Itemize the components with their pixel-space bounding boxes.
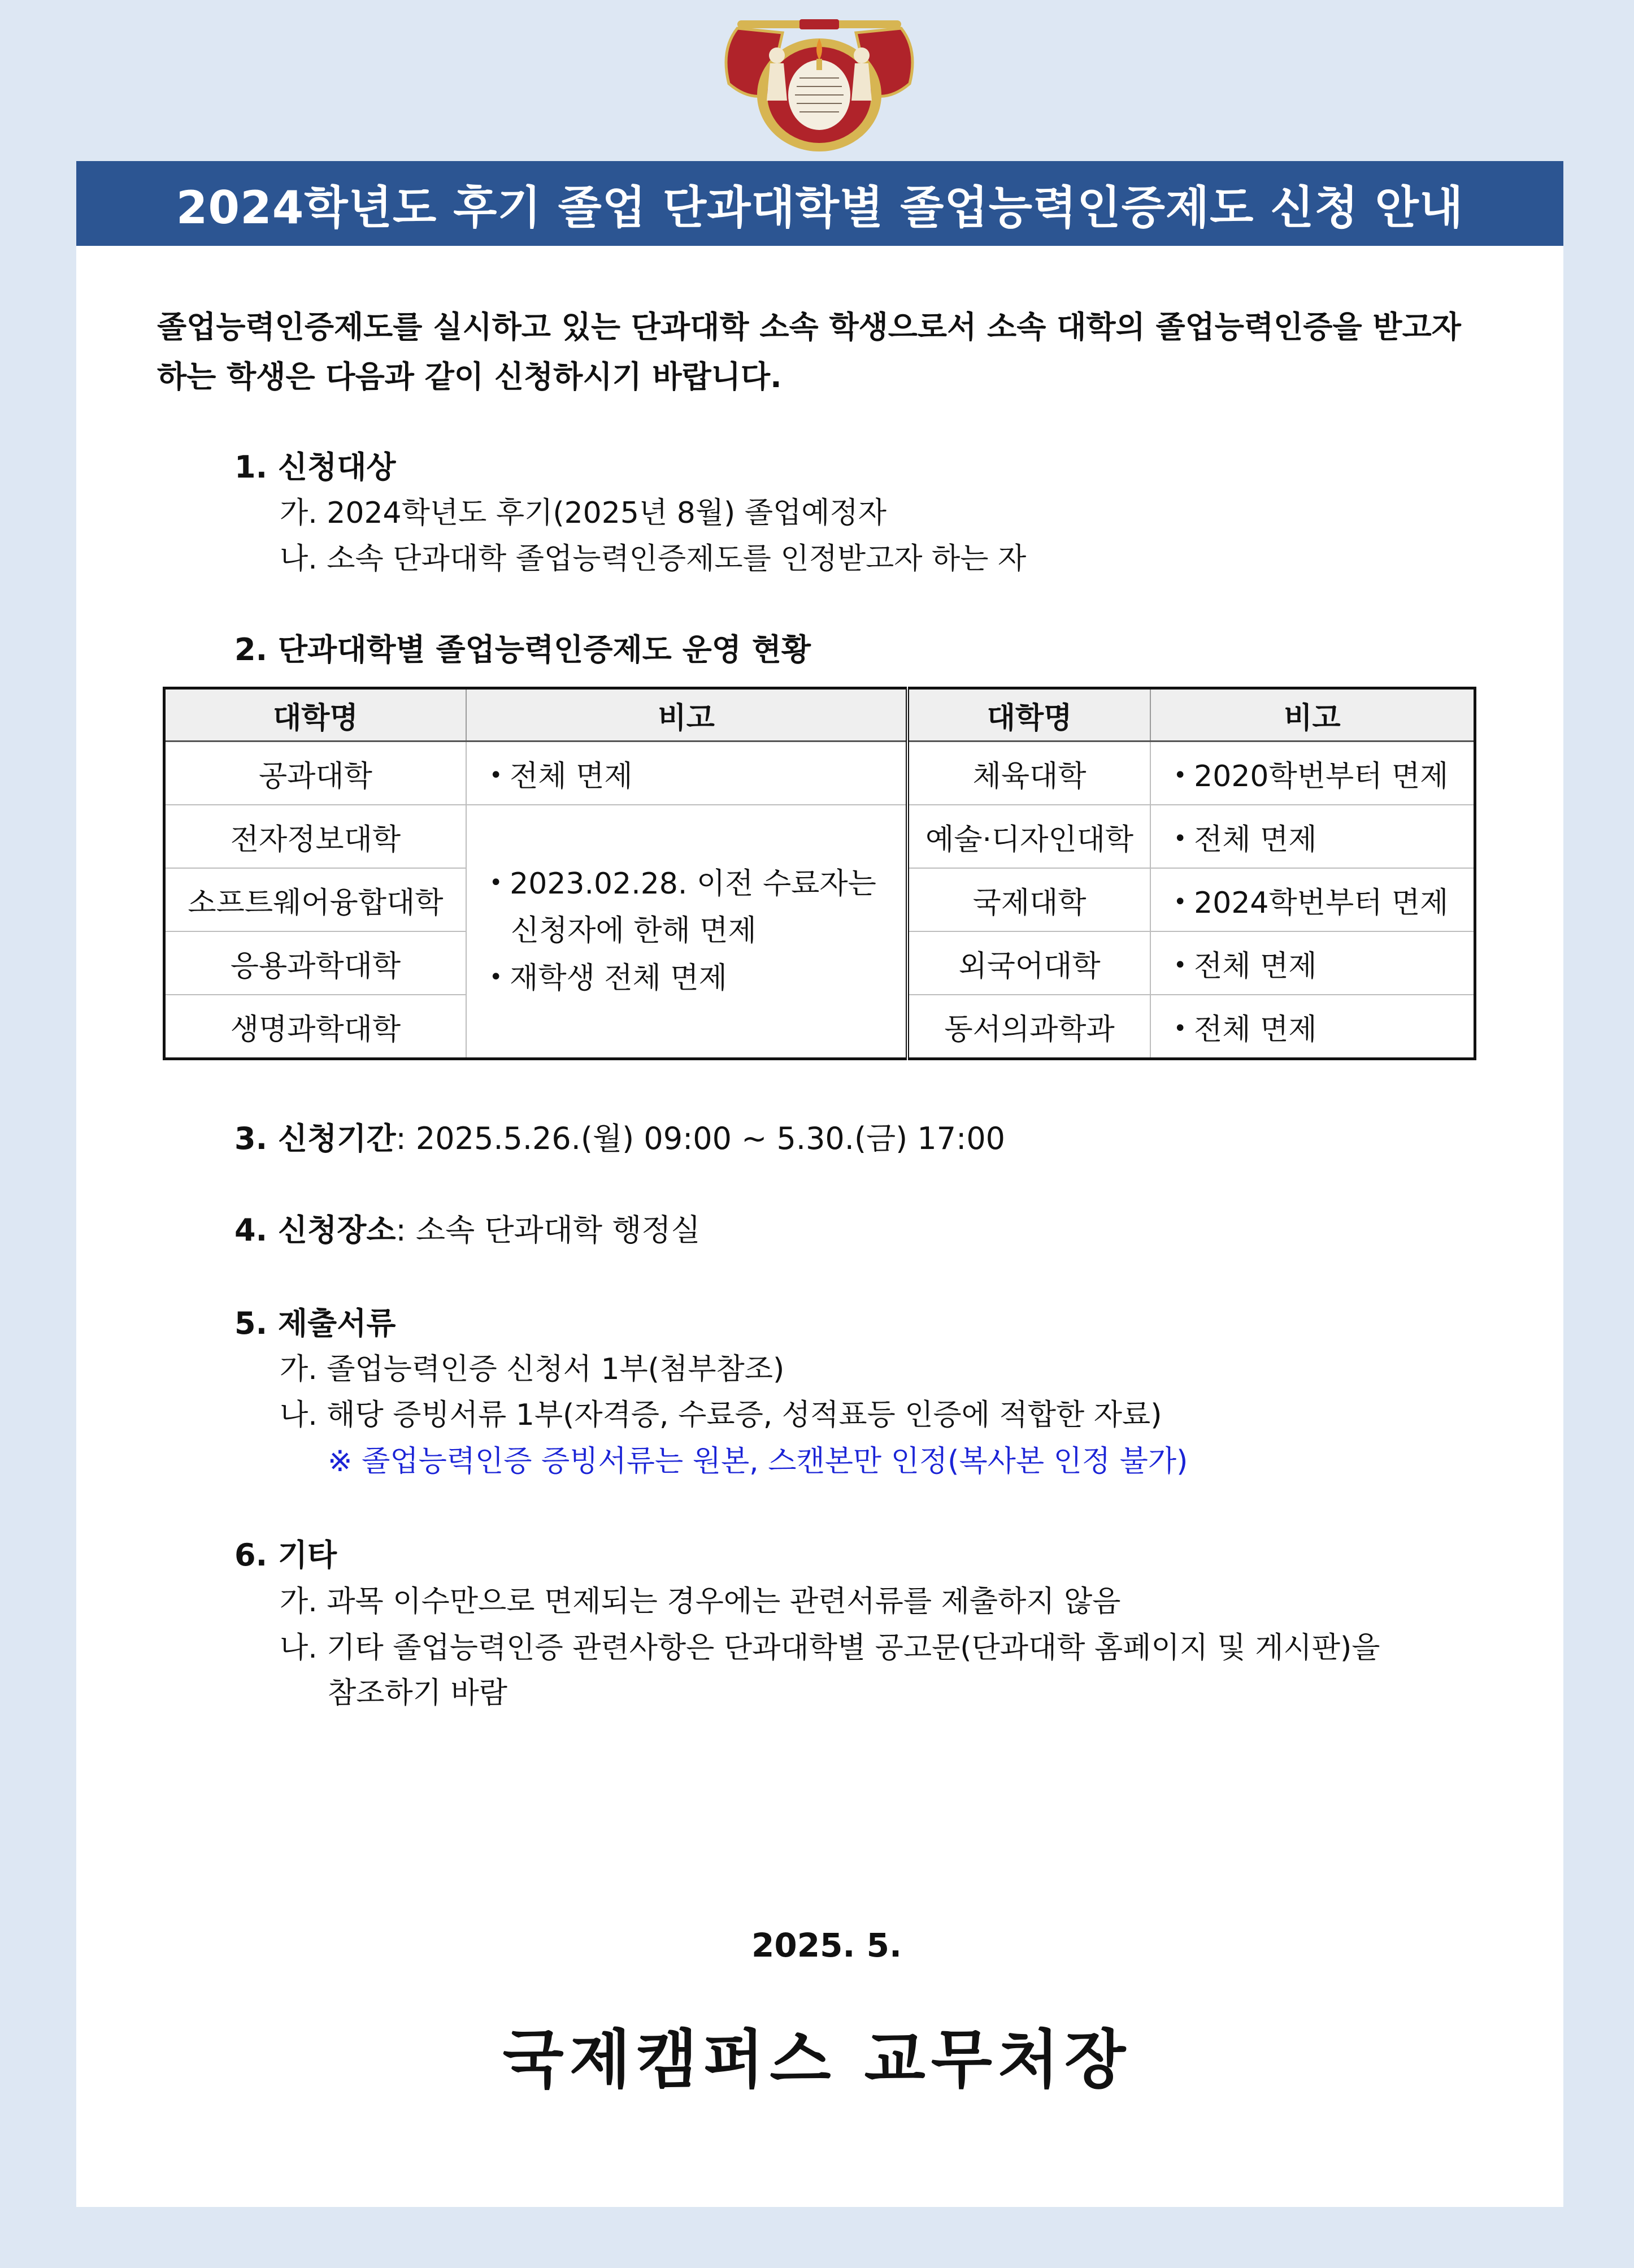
note-text: • 전체 면제: [1174, 1013, 1317, 1047]
college-name: 공과대학: [164, 741, 466, 805]
section-5-item-1: 가. 졸업능력인증 신청서 1부(첨부참조): [280, 1352, 785, 1386]
section-3: [234, 1121, 1006, 1156]
college-name: 생명과학대학: [164, 995, 466, 1059]
section-5-heading: 5. 제출서류: [234, 1306, 396, 1341]
college-name: 예술·디자인대학: [907, 805, 1150, 868]
section-1-item-2: 나. 소속 단과대학 졸업능력인증제도를 인정받고자 하는 자: [280, 542, 1027, 576]
college-name: 외국어대학: [907, 931, 1150, 995]
merged-note-line-1: • 2023.02.28. 이전 수료자는: [489, 867, 876, 901]
merged-note-line-2: 신청자에 한해 면제: [510, 914, 757, 948]
merged-note-cell: [466, 805, 907, 1059]
table-header-row: [164, 688, 1475, 741]
merged-note-line-3: • 재학생 전체 면제: [489, 961, 727, 995]
section-6-item-2: 나. 기타 졸업능력인증 관련사항은 단과대학별 공고문(단과대학 홈페이지 및 게시판)을: [280, 1631, 1380, 1665]
intro-line-2: 하는 학생은 다음과 같이 신청하시기 바랍니다.: [157, 359, 782, 394]
note-text: • 전체 면제: [1174, 823, 1317, 857]
college-name: 응용과학대학: [164, 931, 466, 995]
college-name: 동서의과학과: [907, 995, 1150, 1059]
note-text: • 전체 면제: [1174, 949, 1317, 983]
note-text: • 2020학번부터 면제: [1174, 760, 1449, 793]
table-row: [164, 805, 1475, 868]
section-5-note: ※ 졸업능력인증 증빙서류는 원본, 스캔본만 인정(복사본 인정 불가): [328, 1445, 1188, 1478]
section-4-heading: 4. 신청장소: [234, 1212, 396, 1248]
college-status-table: [163, 687, 1476, 1060]
section-6-item-1: 가. 과목 이수만으로 면제되는 경우에는 관련서류를 제출하지 않음: [280, 1585, 1121, 1619]
section-2-heading: 2. 단과대학별 졸업능력인증제도 운영 현황: [234, 632, 811, 667]
section-3-value: : 2025.5.26.(월) 09:00 ~ 5.30.(금) 17:00: [396, 1121, 1006, 1156]
signer-name: 국제캠퍼스 교무처장: [502, 2023, 1132, 2097]
section-1-item-1: 가. 2024학년도 후기(2025년 8월) 졸업예정자: [280, 496, 886, 530]
note-text: • 2024학번부터 면제: [1174, 886, 1449, 920]
section-1-heading: 1. 신청대상: [234, 449, 396, 485]
header-college-right: 대학명: [907, 688, 1150, 741]
section-3-heading: 3. 신청기간: [234, 1121, 396, 1156]
college-name: 국제대학: [907, 868, 1150, 931]
intro-line-1: 졸업능력인증제도를 실시하고 있는 단과대학 소속 학생으로서 소속 대학의 졸업능력인증을 받고자: [157, 309, 1461, 345]
section-4: [234, 1212, 701, 1248]
header-note-left: 비고: [466, 688, 907, 741]
college-name: 체육대학: [907, 741, 1150, 805]
header-note-right: 비고: [1150, 688, 1475, 741]
header-college-left: 대학명: [164, 688, 466, 741]
note-text: • 전체 면제: [489, 760, 633, 793]
college-name: 소프트웨어융합대학: [164, 868, 466, 931]
university-emblem-icon: [715, 16, 924, 154]
section-5-item-2: 나. 해당 증빙서류 1부(자격증, 수료증, 성적표등 인증에 적합한 자료): [280, 1398, 1162, 1432]
page-title: 2024학년도 후기 졸업 단과대학별 졸업능력인증제도 신청 안내: [76, 161, 1563, 246]
document-date: 2025. 5.: [751, 1926, 902, 1965]
section-4-value: : 소속 단과대학 행정실: [396, 1212, 701, 1248]
section-6-heading: 6. 기타: [234, 1537, 337, 1573]
college-name: 전자정보대학: [164, 805, 466, 868]
section-6-continuation: 참조하기 바람: [328, 1676, 507, 1710]
table-row: [164, 741, 1475, 805]
